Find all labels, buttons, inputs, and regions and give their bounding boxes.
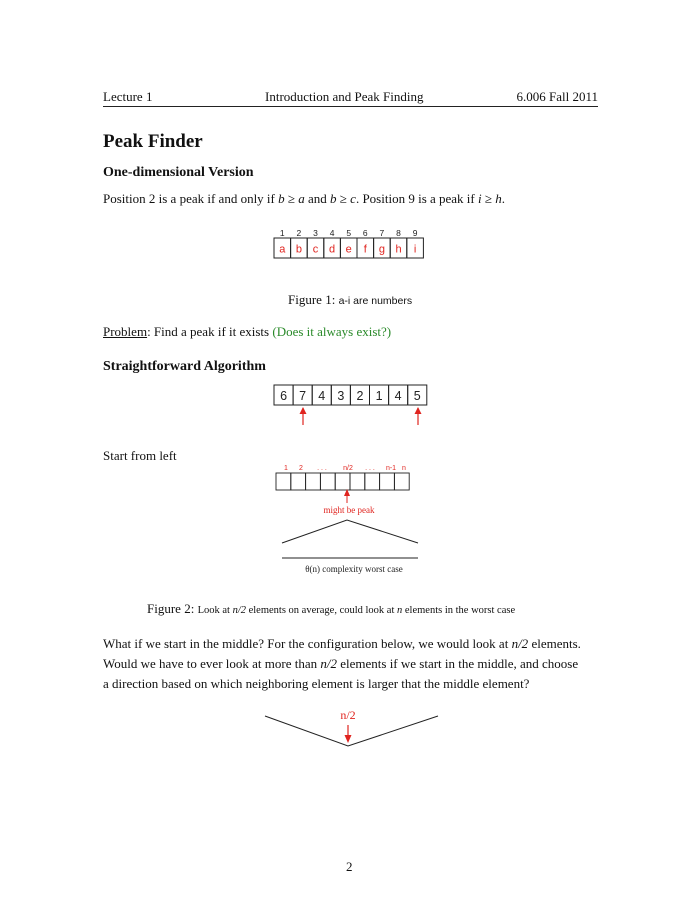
cell-letter: d [329, 243, 336, 256]
array-cell [320, 473, 335, 490]
problem-label: Problem [103, 324, 148, 339]
complexity-label: θ(n) complexity worst case [305, 564, 403, 574]
para-line-3: a direction based on which neighboring element is larger that the middle element? [103, 676, 530, 691]
cell-letter: c [312, 243, 319, 256]
cell-value: 7 [299, 389, 307, 403]
index-label: 8 [396, 228, 401, 238]
section-heading-algorithm: Straightforward Algorithm [103, 359, 266, 374]
cell-letter: g [378, 243, 385, 256]
array-cell [350, 473, 365, 490]
header-topic: Introduction and Peak Finding [265, 89, 424, 104]
cell-value: 2 [356, 389, 364, 403]
cell-letter: f [363, 243, 367, 256]
math-b-ge-a: b ≥ a [278, 191, 305, 206]
index-label: 1 [284, 465, 288, 472]
para-line-2: Would we have to ever look at more than n/2 elements if we start in the middle, and choose [103, 656, 579, 671]
figure-1-array [270, 226, 430, 262]
index-label: 9 [412, 228, 418, 238]
n-half-label: n/2 [340, 708, 356, 722]
cell-value: 5 [413, 389, 421, 403]
array-cell [276, 473, 291, 490]
index-label: n [402, 465, 406, 472]
header-rule [103, 106, 598, 107]
start-from-left: Start from left [103, 448, 177, 463]
index-label: . . . [365, 465, 375, 472]
cell-value: 6 [280, 389, 288, 403]
peak-definition: Position 2 is a peak if and only if b ≥ a and b ≥ c. Position 9 is a peak if i ≥ h. [103, 191, 505, 206]
middle-question-paragraph [103, 634, 581, 694]
cell-value: 3 [337, 389, 345, 403]
page-title: Peak Finder [103, 131, 203, 152]
header-course: 6.006 Fall 2011 [516, 89, 598, 104]
cell-value: 4 [394, 389, 402, 403]
section-heading-1d: One-dimensional Version [103, 165, 254, 180]
peak-shape [282, 520, 418, 543]
cell-letter: h [395, 243, 402, 256]
math-i-ge-h: i ≥ h [478, 191, 502, 206]
cell-letter: i [413, 243, 417, 256]
array-cell [380, 473, 395, 490]
index-label: n/2 [343, 465, 353, 472]
array-cell [365, 473, 380, 490]
figure-3-diagram [262, 703, 442, 753]
array-cell [291, 473, 306, 490]
index-label: . . . [317, 465, 327, 472]
cell-letter: b [295, 243, 302, 256]
cell-letter: a [279, 243, 286, 256]
index-label: 2 [296, 228, 302, 238]
problem-aside: (Does it always exist?) [272, 324, 392, 339]
figure-2-caption: Figure 2: Look at n/2 elements on average, could look at n elements in the worst case [147, 601, 516, 616]
figure-2-diagram [272, 461, 428, 579]
index-label: 1 [279, 228, 285, 238]
array-cell [335, 473, 350, 490]
arrow-at-5 [415, 407, 422, 425]
index-label: n-1 [385, 465, 397, 472]
cell-value: 4 [318, 389, 326, 403]
cell-letter: e [345, 243, 352, 256]
index-label: 7 [379, 228, 385, 238]
index-label: 4 [329, 228, 335, 238]
index-label: 6 [362, 228, 368, 238]
index-label: 5 [346, 228, 352, 238]
index-label: 3 [313, 228, 318, 238]
array-cell [306, 473, 321, 490]
array-cell [394, 473, 409, 490]
example-array [270, 383, 430, 431]
cell-value: 1 [375, 389, 383, 403]
down-arrow-middle [345, 725, 352, 743]
might-be-peak-label: might be peak [323, 505, 375, 515]
arrow-at-7 [300, 407, 307, 425]
page-number: 2 [346, 859, 353, 874]
math-b-ge-c: b ≥ c [330, 191, 356, 206]
header-lecture: Lecture 1 [103, 89, 153, 104]
para-line-1: What if we start in the middle? For the configuration below, we would look at n/2 elements. [103, 636, 581, 651]
figure-1-caption: Figure 1: a-i are numbers [288, 292, 413, 307]
arrow-at-middle [344, 489, 350, 503]
index-label: 2 [299, 465, 303, 472]
problem-statement: Problem: Find a peak if it exists (Does it always exist?) [103, 324, 392, 339]
